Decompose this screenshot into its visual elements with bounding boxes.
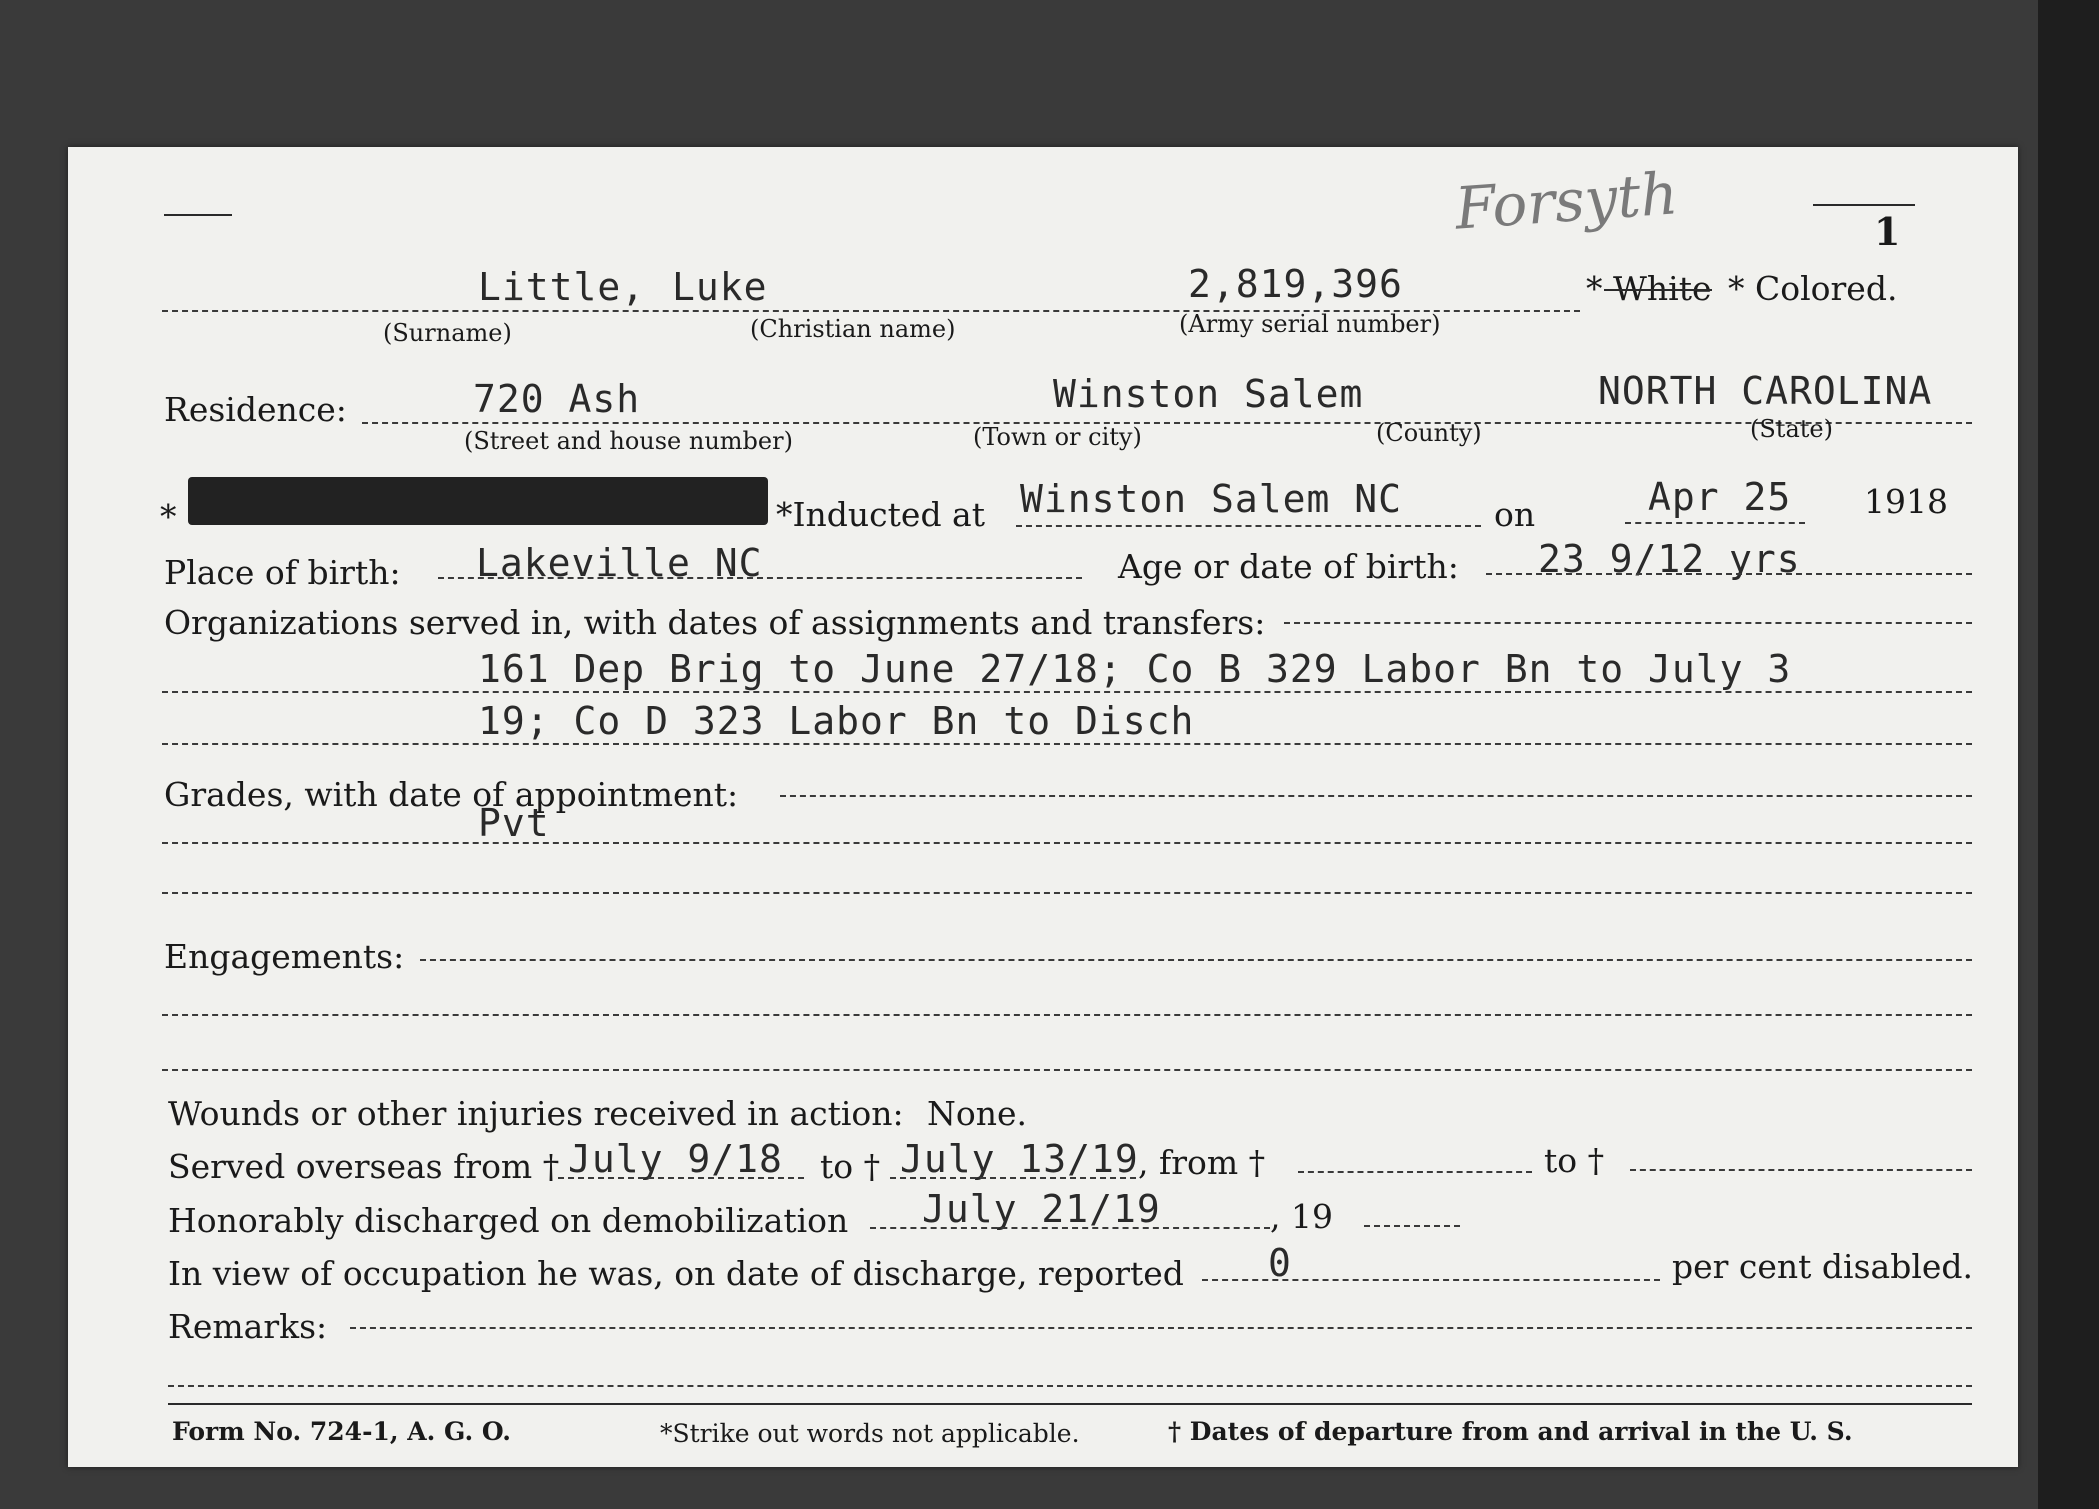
service-record-card xyxy=(68,147,2018,1467)
inducted-date-value: Apr 25 xyxy=(1648,475,1792,519)
place-of-birth-label: Place of birth: xyxy=(164,553,401,592)
serial-number-value: 2,819,396 xyxy=(1188,262,1403,306)
discharge-date-line xyxy=(870,1227,1270,1229)
background-edge xyxy=(2038,0,2099,1509)
inducted-label: *Inducted at xyxy=(776,495,985,534)
form-number: Form No. 724-1, A. G. O. xyxy=(172,1417,511,1446)
footer-rule xyxy=(168,1403,1972,1405)
inducted-date-line xyxy=(1625,522,1805,524)
age-value: 23 9/12 yrs xyxy=(1538,537,1801,581)
grades-line-1 xyxy=(162,842,1972,844)
age-label: Age or date of birth: xyxy=(1118,547,1459,586)
place-of-birth-value: Lakeville NC xyxy=(476,541,763,585)
overseas-to-label: to † xyxy=(820,1147,881,1186)
inducted-place-value: Winston Salem NC xyxy=(1020,477,1403,521)
county-caption: (County) xyxy=(1376,419,1482,447)
discharge-year-label: , 19 xyxy=(1270,1197,1333,1236)
remarks-line-2 xyxy=(168,1385,1972,1387)
organizations-label: Organizations served in, with dates of assignments and transfers: xyxy=(164,603,1266,642)
redacted-prefix: * xyxy=(160,497,177,536)
footnote-strike-out: *Strike out words not applicable. xyxy=(660,1419,1080,1448)
served-overseas-label: Served overseas from † xyxy=(168,1147,560,1186)
top-left-rule xyxy=(164,214,232,216)
organizations-line-2: 19; Co D 323 Labor Bn to Disch xyxy=(478,699,1195,743)
card-number: 1 xyxy=(1874,209,1901,254)
surname-value: Little, xyxy=(478,265,646,309)
overseas-to2-label: to † xyxy=(1544,1141,1605,1180)
engagements-line-3 xyxy=(162,1069,1972,1071)
inducted-year: 1918 xyxy=(1864,482,1948,521)
remarks-line-1 xyxy=(350,1327,1972,1329)
discharge-date: July 21/19 xyxy=(922,1187,1161,1231)
residence-label: Residence: xyxy=(164,390,347,429)
organizations-line-1: 161 Dep Brig to June 27/18; Co B 329 Labor Bn to July 3 xyxy=(478,647,1792,691)
overseas-to-date: July 13/19 xyxy=(900,1137,1139,1181)
organizations-label-line xyxy=(1284,622,1972,624)
town-caption: (Town or city) xyxy=(973,423,1142,451)
overseas-to2-line xyxy=(1630,1169,1972,1171)
place-of-birth-line xyxy=(438,577,1082,579)
disability-line xyxy=(1202,1279,1660,1281)
county-annotation: Forsyth xyxy=(1452,159,1681,243)
grades-label: Grades, with date of appointment: xyxy=(164,775,739,814)
engagements-line-1 xyxy=(420,959,1972,961)
state-caption: (State) xyxy=(1750,415,1833,443)
overseas-from-line xyxy=(558,1177,804,1179)
overseas-from2-line xyxy=(1298,1171,1532,1173)
overseas-from2-label: , from † xyxy=(1138,1143,1266,1182)
disability-suffix: per cent disabled. xyxy=(1672,1247,1974,1286)
organizations-line-2-rule xyxy=(162,743,1972,745)
disability-value: 0 xyxy=(1268,1241,1292,1285)
wounds-value: None. xyxy=(927,1094,1028,1133)
engagements-label: Engagements: xyxy=(164,937,405,976)
disability-label: In view of occupation he was, on date of discharge, reported xyxy=(168,1254,1184,1293)
grades-value: Pvt xyxy=(478,801,550,845)
residence-street-value: 720 Ash xyxy=(473,377,641,421)
residence-state-value: NORTH CAROLINA xyxy=(1598,369,1933,413)
race-white-strike xyxy=(1604,289,1712,291)
discharge-year-line xyxy=(1364,1225,1460,1227)
race-white: * White xyxy=(1586,269,1712,308)
christian-name-caption: (Christian name) xyxy=(750,315,956,343)
surname-caption: (Surname) xyxy=(383,319,512,347)
age-line xyxy=(1486,573,1972,575)
footnote-dates: † Dates of departure from and arrival in the U. S. xyxy=(1168,1417,1853,1446)
organizations-line-1-rule xyxy=(162,691,1972,693)
grades-label-line xyxy=(780,795,1972,797)
overseas-from-date: July 9/18 xyxy=(568,1137,783,1181)
wounds-label: Wounds or other injuries received in action: xyxy=(168,1094,904,1133)
street-caption: (Street and house number) xyxy=(464,427,793,455)
residence-town-value: Winston Salem xyxy=(1053,372,1364,416)
enlisted-redaction xyxy=(188,477,768,525)
discharge-label: Honorably discharged on demobilization xyxy=(168,1201,849,1240)
overseas-to-line xyxy=(890,1177,1136,1179)
christian-name-value: Luke xyxy=(672,265,768,309)
grades-line-2 xyxy=(162,892,1972,894)
remarks-label: Remarks: xyxy=(168,1307,328,1346)
top-right-rule xyxy=(1813,204,1915,206)
inducted-line xyxy=(1016,525,1481,527)
engagements-line-2 xyxy=(162,1014,1972,1016)
serial-number-caption: (Army serial number) xyxy=(1179,310,1441,338)
residence-line xyxy=(362,422,1972,424)
race-colored: * Colored. xyxy=(1728,269,1898,308)
on-label: on xyxy=(1494,495,1536,534)
